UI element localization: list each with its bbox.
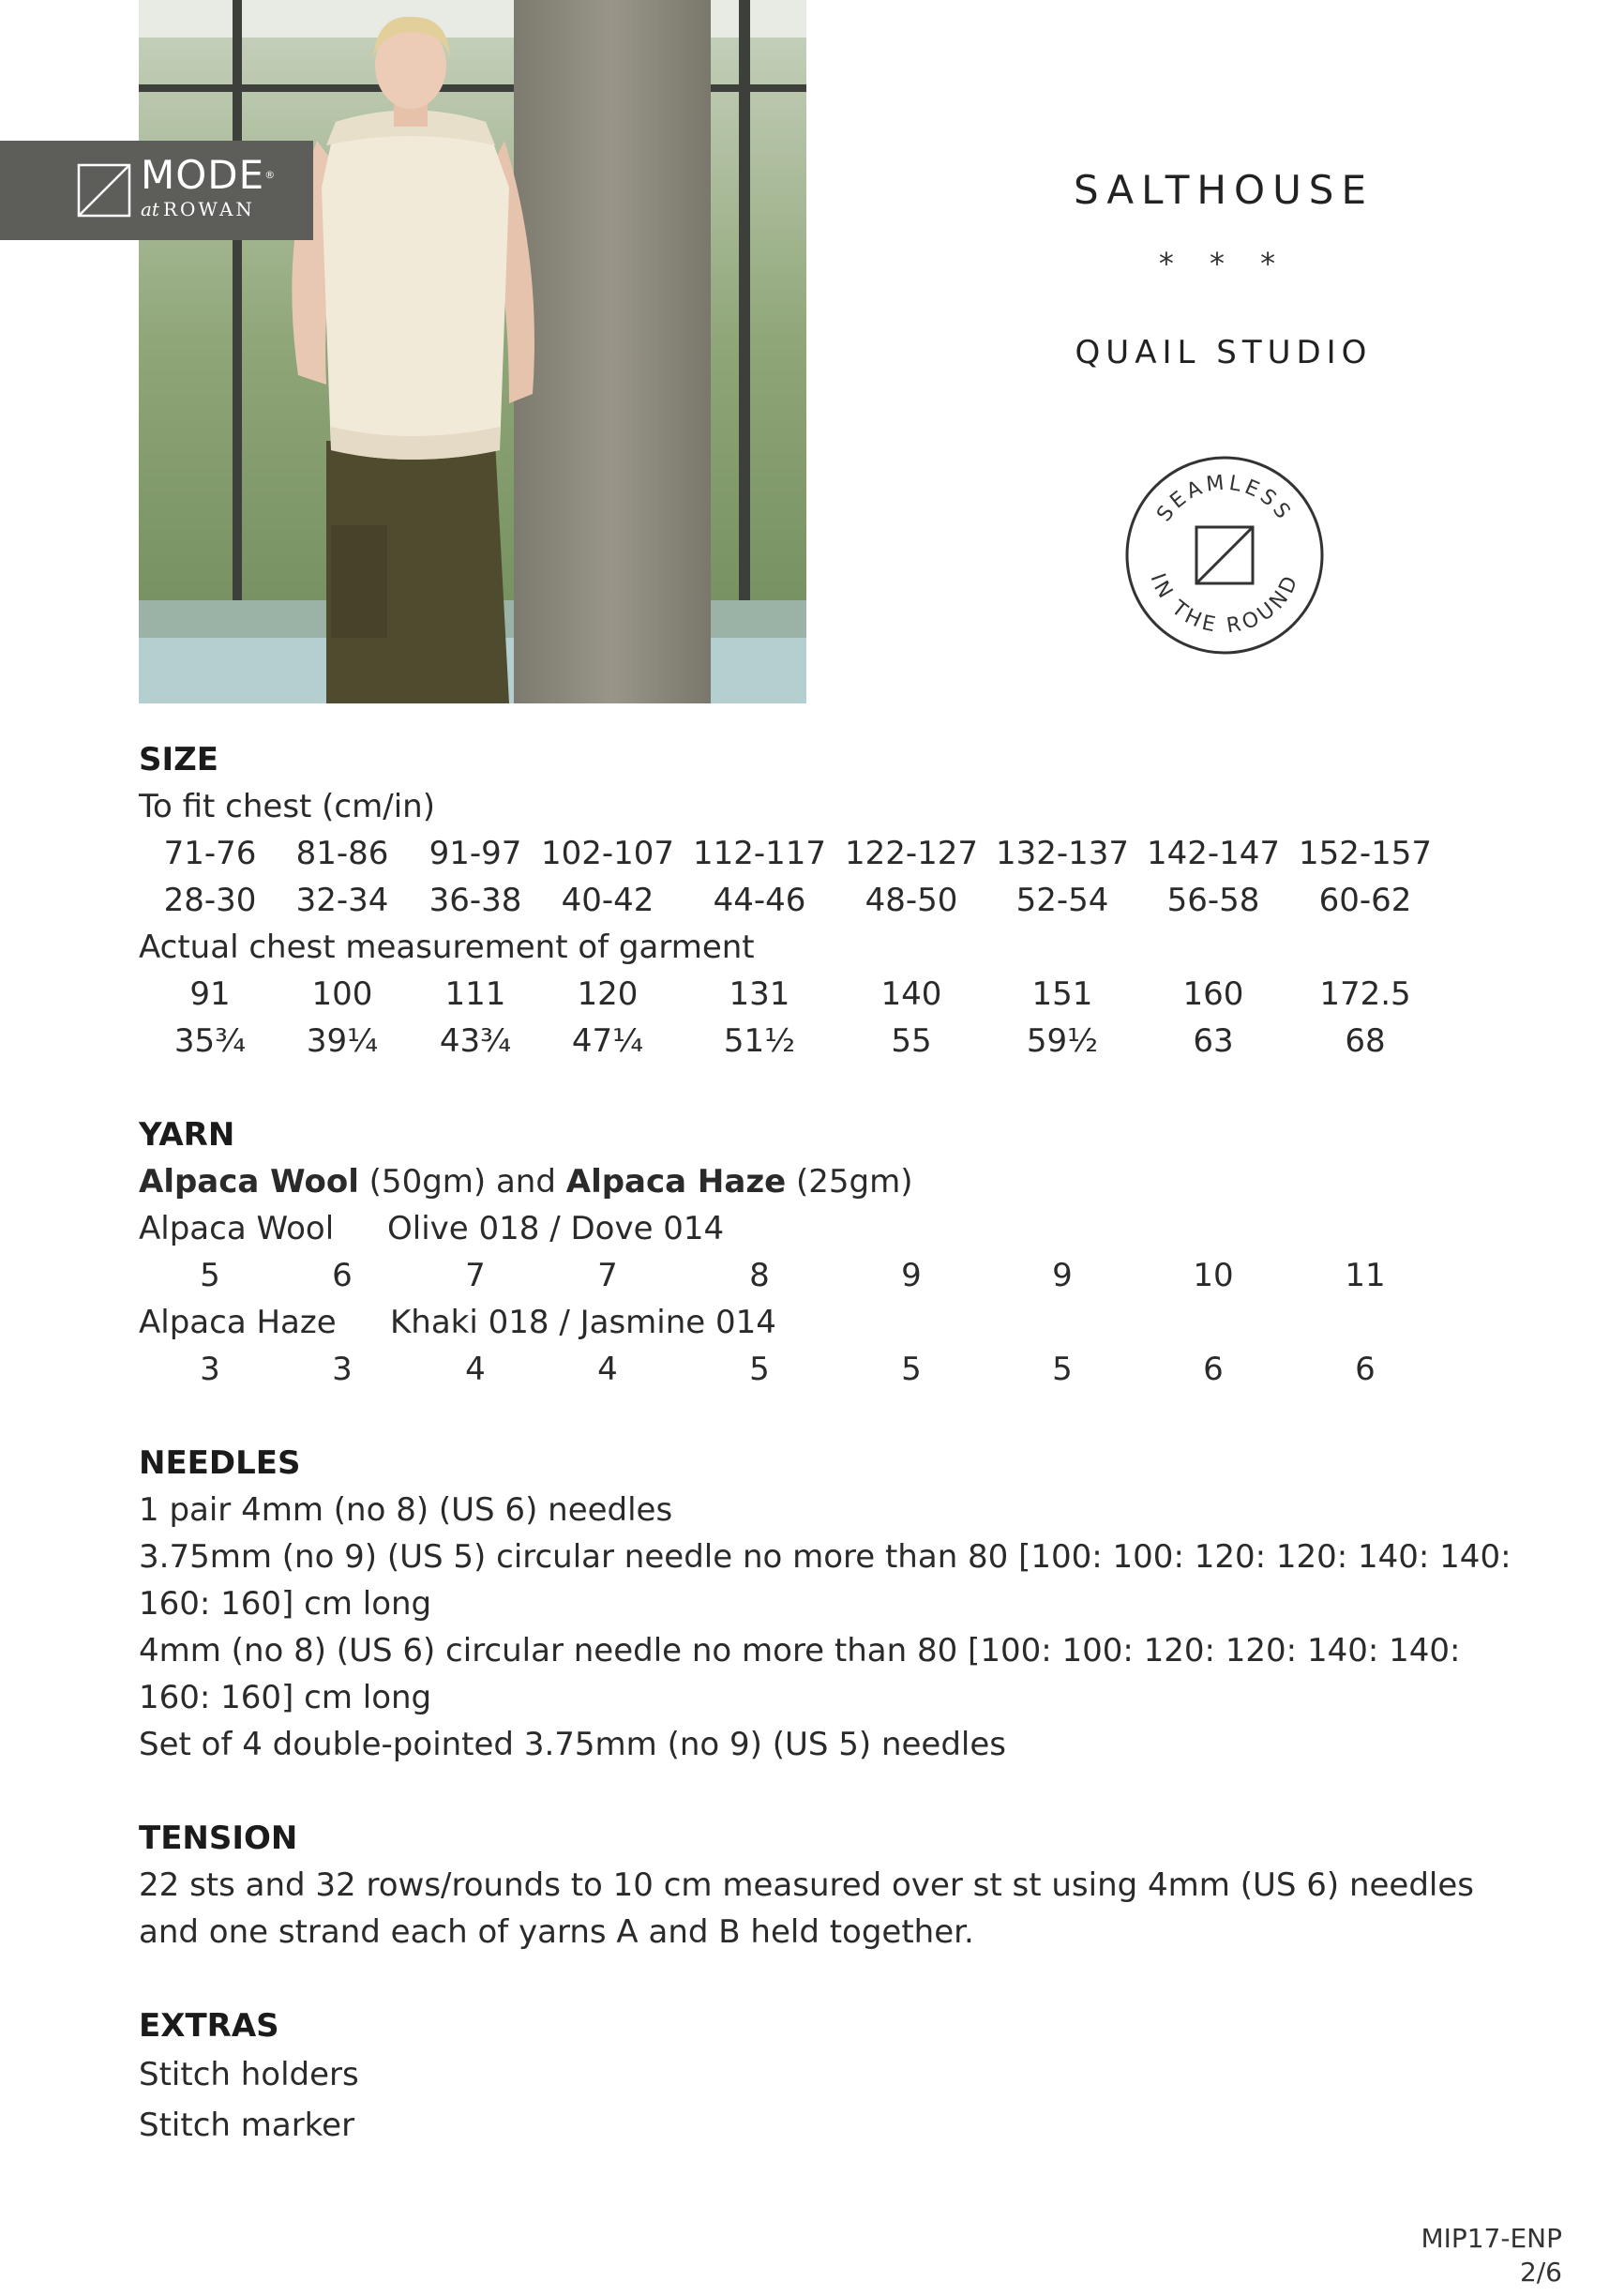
haze-label: Alpaca Haze <box>139 1304 337 1341</box>
yarn-line: Alpaca Wool (50gm) and Alpaca Haze (25gm) <box>139 1163 913 1201</box>
wool-qty-row: 5 6 7 7 8 9 9 10 11 <box>200 1257 1386 1294</box>
designer-name: QUAIL STUDIO <box>1075 334 1373 371</box>
seamless-seal-icon <box>1120 450 1330 660</box>
svg-text:IN THE ROUND: IN THE ROUND <box>1145 569 1304 639</box>
brand-subname: at ROWAN <box>141 198 255 220</box>
hero-photo <box>139 0 806 703</box>
extras-line: Stitch marker <box>139 2107 355 2144</box>
needles-line: 1 pair 4mm (no 8) (US 6) needles <box>139 1491 673 1529</box>
brand-logo-icon <box>77 163 131 218</box>
tension-line: and one strand each of yarns A and B held together. <box>139 1913 974 1951</box>
svg-text:SEAMLESS: SEAMLESS <box>1152 471 1297 527</box>
wool-label: Alpaca Wool <box>139 1210 335 1247</box>
actual-in-row: 35¾ 39¼ 43¾ 47¼ 51½ 55 59½ 63 68 <box>173 1022 1386 1060</box>
needles-line: 4mm (no 8) (US 6) circular needle no more than 80 [100: 100: 120: 120: 140: 140: <box>139 1632 1461 1669</box>
fit-label: To fit chest (cm/in) <box>139 788 435 825</box>
pattern-title: SALTHOUSE <box>1073 167 1375 213</box>
difficulty-stars: * * * <box>1158 246 1289 281</box>
size-heading: SIZE <box>139 741 219 778</box>
fit-in-row: 28-30 32-34 36-38 40-42 44-46 48-50 52-54 56-58 60-62 <box>163 882 1412 919</box>
page-number: 2/6 <box>1519 2257 1562 2288</box>
actual-cm-row: 91 100 111 120 131 140 151 160 172.5 <box>189 975 1411 1013</box>
needles-line: 3.75mm (no 9) (US 5) circular needle no more than 80 [100: 100: 120: 120: 140: 140: <box>139 1538 1511 1576</box>
actual-label: Actual chest measurement of garment <box>139 929 755 966</box>
tension-line: 22 sts and 32 rows/rounds to 10 cm measured over st st using 4mm (US 6) needles <box>139 1866 1474 1904</box>
pattern-code: MIP17-ENP <box>1421 2223 1562 2254</box>
needles-line: Set of 4 double-pointed 3.75mm (no 9) (US 5) needles <box>139 1726 1006 1763</box>
tension-heading: TENSION <box>139 1820 298 1857</box>
needles-line: 160: 160] cm long <box>139 1679 432 1716</box>
needles-line: 160: 160] cm long <box>139 1585 432 1623</box>
wool-colours: Olive 018 / Dove 014 <box>387 1210 725 1247</box>
extras-line: Stitch holders <box>139 2056 359 2093</box>
extras-heading: EXTRAS <box>139 2007 279 2045</box>
fit-cm-row: 71-76 81-86 91-97 102-107 112-117 122-127 132-137 142-147 152-157 <box>163 835 1433 872</box>
hero-photo-illustration <box>139 0 806 703</box>
yarn-heading: YARN <box>139 1116 235 1154</box>
haze-colours: Khaki 018 / Jasmine 014 <box>390 1304 776 1341</box>
brand-name: MODE® <box>141 152 277 198</box>
haze-qty-row: 3 3 4 4 5 5 5 6 6 <box>200 1351 1376 1388</box>
needles-heading: NEEDLES <box>139 1444 301 1482</box>
